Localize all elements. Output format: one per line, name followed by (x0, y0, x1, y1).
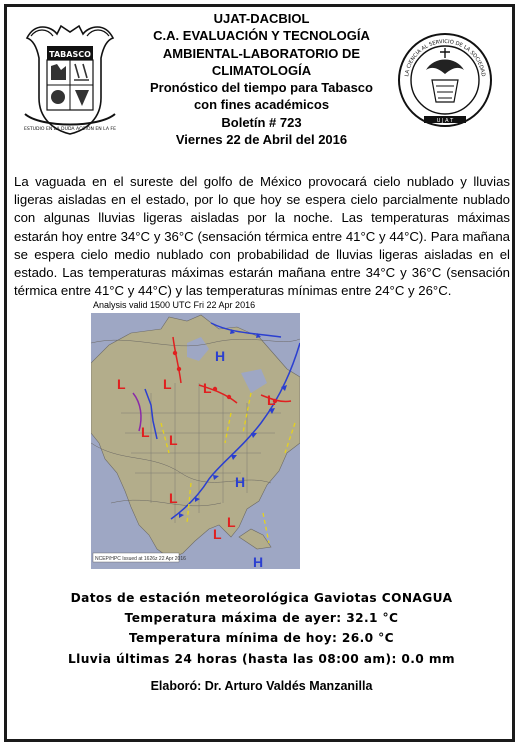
station-title: Datos de estación meteorológica Gaviotas CONAGUA (70, 591, 453, 605)
low-pressure-label: L (169, 490, 178, 506)
low-pressure-label: L (169, 432, 178, 448)
station-data-block (0, 588, 523, 669)
min-temperature: Temperatura mínima de hoy: 26.0 °C (128, 631, 395, 646)
bulletin-title-2: con fines académicos (193, 97, 330, 113)
author-credit: Elaboró: Dr. Arturo Valdés Manzanilla (150, 679, 373, 693)
tabasco-crest-logo (21, 18, 119, 136)
institution-name: UJAT-DACBIOL (213, 11, 310, 26)
forecast-paragraph: La vaguada en el sureste del golfo de México provocará cielo nublado y lluvias ligeras aisladas en el estado, por lo que hoy se espera cielo parcialmente nublado con algunas lluvias ligeras aisladas por la noche. Las temperaturas máximas estarán hoy entre 34°C y 36°C (sensación térmica entre 41°C y 44°C). Para mañana se espera cielo medio nublado con probabilidad de lluvias ligeras aisladas en el estado. Las temperaturas máximas estarán mañana entre 34°C y 36°C (sensación térmica entre 41°C y 44°C) y las temperaturas mínimas entre 24°C y 26°C. (14, 174, 510, 299)
low-pressure-label: L (227, 514, 236, 530)
svg-text:TABASCO: TABASCO (49, 50, 91, 59)
bulletin-date: Viernes 22 de Abril del 2016 (175, 132, 348, 148)
map-caption: Analysis valid 1500 UTC Fri 22 Apr 2016 (93, 300, 256, 310)
high-pressure-label: H (253, 554, 264, 569)
low-pressure-label: L (163, 376, 172, 392)
svg-text:ESTUDIO EN LA DUDA ACCIÓN EN L: ESTUDIO EN LA DUDA ACCIÓN EN LA FE (24, 127, 116, 132)
department-line-2: AMBIENTAL-LABORATORIO DE (162, 45, 361, 61)
university-seal-logo (396, 18, 494, 136)
low-pressure-label: L (213, 526, 222, 542)
svg-text:U J A T: U J A T (436, 118, 454, 124)
low-pressure-label: L (203, 380, 212, 396)
rainfall-24h: Lluvia últimas 24 horas (hasta las 08:00 am): 0.0 mm (67, 651, 456, 666)
map-footer-text: NCEP/HPC Issued at 1626z 22 Apr 2016 (95, 556, 186, 562)
department-line-1: C.A. EVALUACIÓN Y TECNOLOGÍA (153, 28, 370, 44)
low-pressure-label: L (141, 424, 150, 440)
svg-text:LA CIENCIA AL SERVICIO DE LA S: LA CIENCIA AL SERVICIO DE LA SOCIEDAD (404, 38, 486, 77)
bulletin-title-1: Pronóstico del tiempo para Tabasco (150, 80, 373, 96)
bulletin-number: Boletín # 723 (221, 114, 302, 130)
low-pressure-label: L (117, 376, 126, 392)
max-temperature: Temperatura máxima de ayer: 32.1 °C (124, 611, 399, 626)
high-pressure-label: H (235, 474, 246, 490)
weather-analysis-map (91, 303, 300, 569)
high-pressure-label: H (215, 348, 226, 364)
low-pressure-label: L (267, 392, 276, 408)
department-line-3: CLIMATOLOGÍA (211, 62, 312, 78)
